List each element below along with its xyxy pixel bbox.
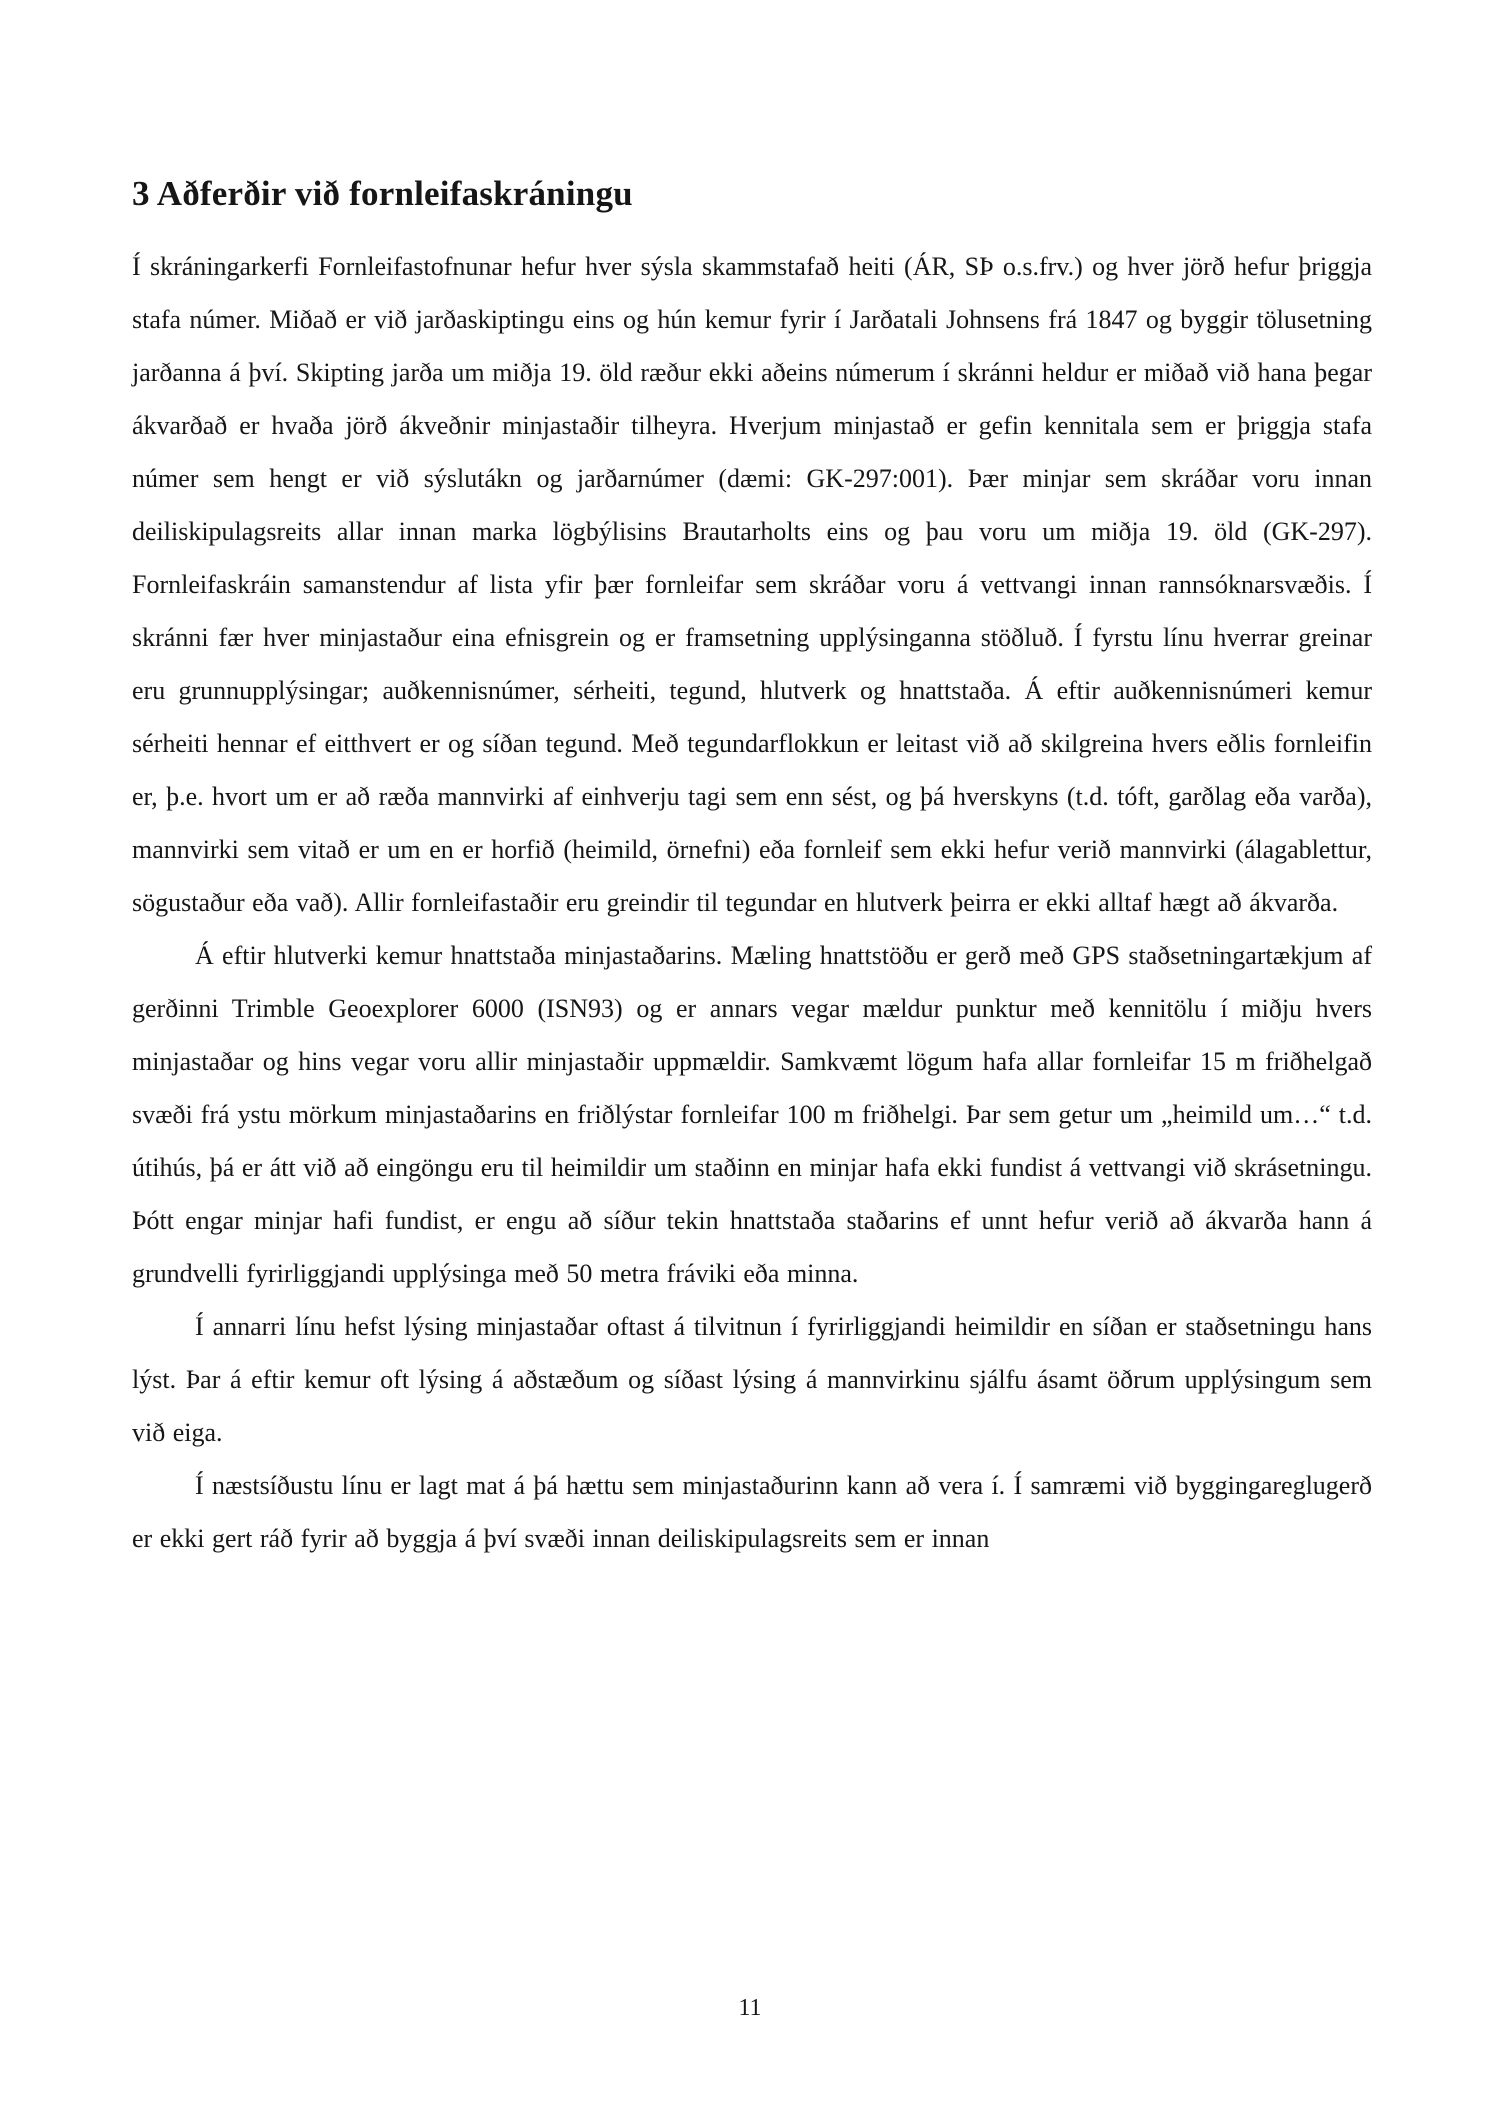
paragraph: Á eftir hlutverki kemur hnattstaða minjastaðarins. Mæling hnattstöðu er gerð með GPS staðsetningartækjum af gerðinni Trimble Geoexplorer 6000 (ISN93) og er annars vegar mældur punktur með kennitölu í miðju hvers minjastaðar og hins vegar voru allir minjastaðir uppmældir. Samkvæmt lögum hafa allar fornleifar 15 m friðhelgað svæði frá ystu mörkum minjastaðarins en friðlýstar fornleifar 100 m friðhelgi. Þar sem getur um „heimild um…“ t.d. útihús, þá er átt við að eingöngu eru til heimildir um staðinn en minjar hafa ekki fundist á vettvangi við skrásetningu. Þótt engar minjar hafi fundist, er engu að síður tekin hnattstaða staðarins ef unnt hefur verið að ákvarða hann á grundvelli fyrirliggjandi upplýsinga með 50 metra fráviki eða minna. [132,940,1372,1288]
paragraph: Í næstsíðustu línu er lagt mat á þá hættu sem minjastaðurinn kann að vera í. Í samræmi við byggingareglugerð er ekki gert ráð fyrir að byggja á því svæði innan deiliskipulagsreits sem er innan [132,1470,1372,1553]
text-column [132,172,1372,1565]
paragraph: Í skráningarkerfi Fornleifastofnunar hefur hver sýsla skammstafað heiti (ÁR, SÞ o.s.frv.) og hver jörð hefur þriggja stafa númer. Miðað er við jarðaskiptingu eins og hún kemur fyrir í Jarðatali Johnsens frá 1847 og byggir tölusetning jarðanna á því. Skipting jarða um miðja 19. öld ræður ekki aðeins númerum í skránni heldur er miðað við hana þegar ákvarðað er hvaða jörð ákveðnir minjastaðir tilheyra. Hverjum minjastað er gefin kennitala sem er þriggja stafa númer sem hengt er við sýslutákn og jarðarnúmer (dæmi: GK-297:001). Þær minjar sem skráðar voru innan deiliskipulagsreits allar innan marka lögbýlisins Brautarholts eins og þau voru um miðja 19. öld (GK-297). Fornleifaskráin samanstendur af lista yfir þær fornleifar sem skráðar voru á vettvangi innan rannsóknarsvæðis. Í skránni fær hver minjastaður eina efnisgrein og er framsetning upplýsinganna stöðluð. Í fyrstu línu hverrar greinar eru grunnupplýsingar; auðkennisnúmer, sérheiti, tegund, hlutverk og hnattstaða. Á eftir auðkennisnúmeri kemur sérheiti hennar ef eitthvert er og síðan tegund. Með tegundarflokkun er leitast við að skilgreina hvers eðlis fornleifin er, þ.e. hvort um er að ræða mannvirki af einhverju tagi sem enn sést, og þá hverskyns (t.d. tóft, garðlag eða varða), mannvirki sem vitað er um en er horfið (heimild, örnefni) eða fornleif sem ekki hefur verið mannvirki (álagablettur, sögustaður eða vað). Allir fornleifastaðir eru greindir til tegundar en hlutverk þeirra er ekki alltaf hægt að ákvarða. [132,251,1372,917]
section-heading: 3 Aðferðir við fornleifaskráningu [132,174,633,213]
page-number: 11 [738,1995,762,2021]
paragraph: Í annarri línu hefst lýsing minjastaðar oftast á tilvitnun í fyrirliggjandi heimildir en síðan er staðsetningu hans lýst. Þar á eftir kemur oft lýsing á aðstæðum og síðast lýsing á mannvirkinu sjálfu ásamt öðrum upplýsingum sem við eiga. [132,1311,1372,1447]
